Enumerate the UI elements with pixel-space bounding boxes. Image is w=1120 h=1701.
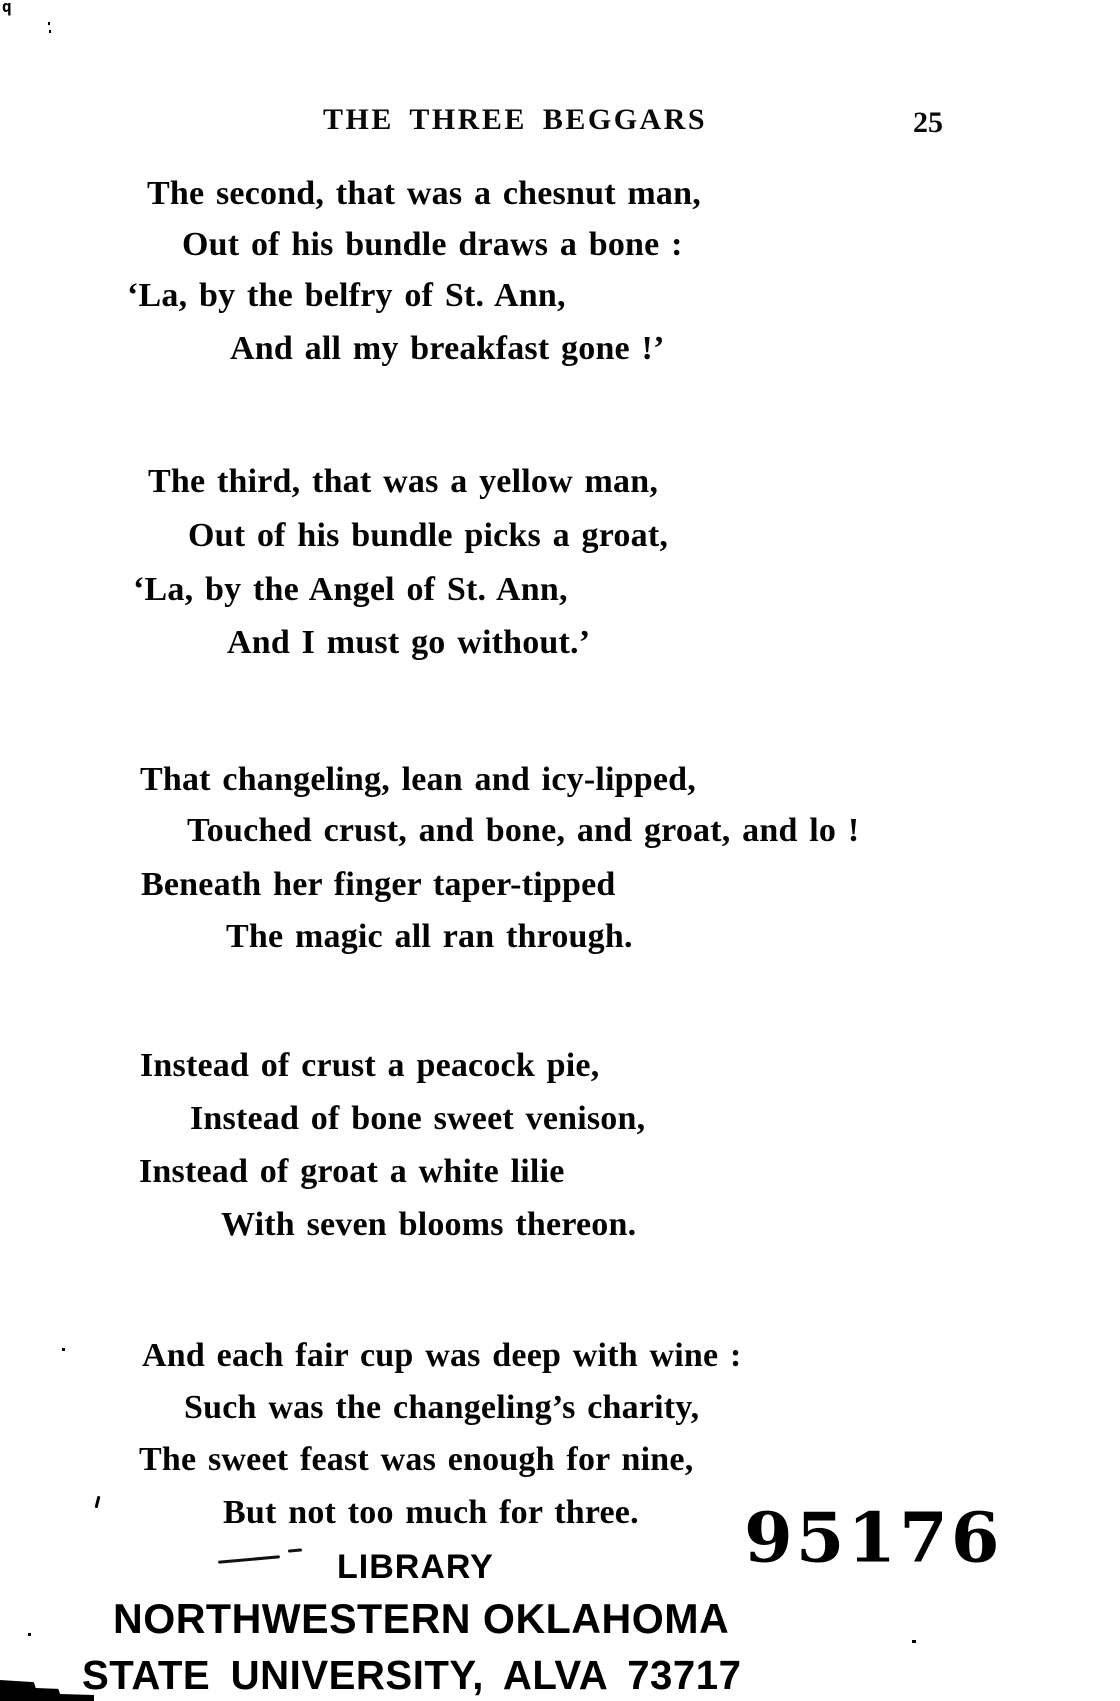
library-stamp-line-2: NORTHWESTERN OKLAHOMA <box>113 1595 730 1642</box>
scan-artifact-dot <box>912 1640 916 1643</box>
library-stamp-line-3: STATE UNIVERSITY, ALVA 73717 <box>82 1652 742 1698</box>
poem-line: Instead of bone sweet venison, <box>190 1100 646 1137</box>
poem-line: The second, that was a chesnut man, <box>147 175 701 212</box>
poem-line: That changeling, lean and icy-lipped, <box>140 761 696 798</box>
poem-line: Instead of crust a peacock pie, <box>140 1047 600 1084</box>
scan-artifact-pen-dash <box>288 1548 302 1552</box>
scan-artifact-corner-glyph: q <box>2 0 12 16</box>
poem-line: Touched crust, and bone, and groat, and lo ! <box>187 812 860 849</box>
poem-line: Instead of groat a white lilie <box>139 1153 565 1190</box>
scan-artifact-corner-blob <box>0 1674 94 1701</box>
page-title: THE THREE BEGGARS <box>323 103 708 136</box>
accession-number-stamp: 95176 <box>744 1496 1003 1579</box>
scan-artifact-dot <box>48 22 50 25</box>
poem-line: The sweet feast was enough for nine, <box>139 1441 694 1478</box>
library-stamp-line-1: LIBRARY <box>337 1548 494 1586</box>
poem-line: ‘La, by the Angel of St. Ann, <box>133 571 568 608</box>
page-number: 25 <box>913 106 943 139</box>
scan-artifact-dot <box>28 1633 31 1636</box>
scan-artifact-apostrophe-mark <box>95 1496 101 1508</box>
scan-artifact-dot <box>62 1348 65 1351</box>
poem-line: The third, that was a yellow man, <box>148 463 659 500</box>
poem-line: But not too much for three. <box>223 1494 639 1531</box>
poem-line: And I must go without.’ <box>227 624 591 661</box>
poem-line: With seven blooms thereon. <box>221 1206 637 1243</box>
poem-line: Out of his bundle draws a bone : <box>182 226 683 263</box>
scan-artifact-dot <box>49 30 51 33</box>
poem-line: The magic all ran through. <box>226 918 633 955</box>
poem-line: And all my breakfast gone !’ <box>230 330 665 367</box>
poem-line: Beneath her finger taper-tipped <box>141 866 616 903</box>
poem-line: Such was the changeling’s charity, <box>184 1389 700 1426</box>
poem-line: ‘La, by the belfry of St. Ann, <box>127 277 566 314</box>
poem-line: And each fair cup was deep with wine : <box>142 1337 742 1374</box>
poem-line: Out of his bundle picks a groat, <box>188 517 669 554</box>
scan-artifact-pen-dash <box>218 1555 280 1563</box>
